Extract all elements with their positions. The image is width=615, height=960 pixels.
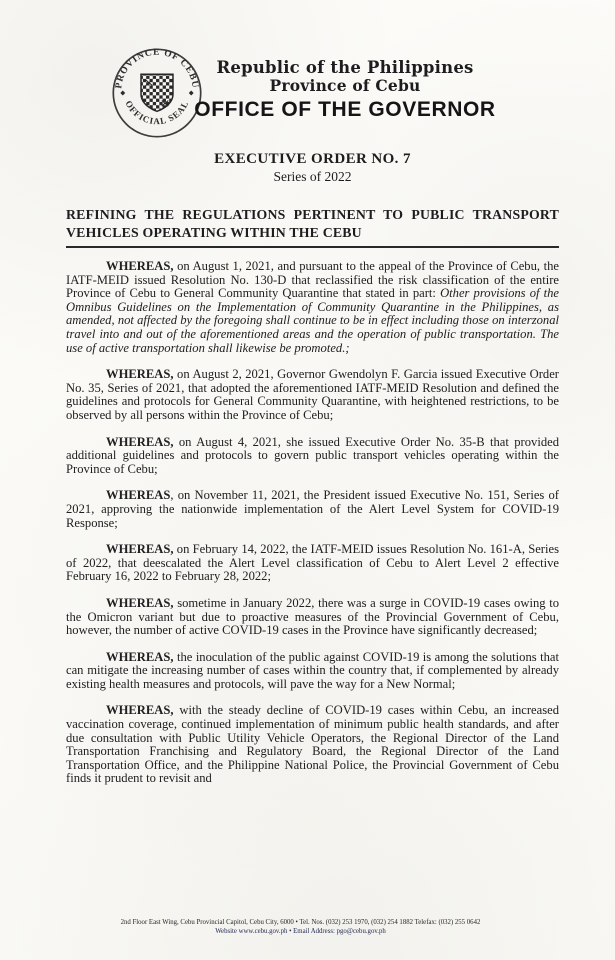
office-title: OFFICE OF THE GOVERNOR [194, 98, 496, 121]
whereas-paragraph [66, 651, 559, 692]
whereas-paragraph [66, 436, 559, 477]
footer-contacts: Website www.cebu.gov.ph • Email Address: pgo@cebu.gov.ph [215, 927, 386, 935]
whereas-paragraph [66, 543, 559, 584]
eo-series: Series of 2022 [273, 169, 352, 184]
title-rule [66, 246, 559, 248]
document-body [66, 151, 559, 799]
republic-line: Republic of the Philippines [216, 58, 474, 77]
text-segment: WHEREAS, [106, 367, 174, 382]
whereas-paragraph [66, 597, 559, 638]
text-segment: on August 4, 2021, she issued Executive Order No. 35-B that provided additional guidelines and protocols to govern public transport vehicles operating within the Province of Cebu; [66, 434, 559, 476]
seal-bottom-text: OFFICIAL SEAL [123, 98, 191, 127]
seal-top-text: PROVINCE OF CEBU [114, 47, 200, 90]
whereas-paragraph [66, 489, 559, 530]
text-segment: WHEREAS, [106, 259, 174, 274]
page-footer [38, 919, 563, 936]
whereas-paragraph [66, 368, 559, 422]
text-segment: WHEREAS [106, 488, 171, 503]
text-segment: WHEREAS, [106, 649, 174, 664]
letterhead-text [95, 58, 595, 122]
text-segment: WHEREAS, [106, 542, 174, 557]
text-segment: with the steady decline of COVID-19 cases within Cebu, an increased vaccination coverage, continued implementation of minimum public health standards, and after due consultation with Public Utility Vehicle Operators, the Regional Director of the Land Transportation Franchising and Regulatory Board, the Regional Director of the Land Transportation Office, and the Philippine National Police, the Provincial Government of Cebu finds it prudent to revisit and [66, 703, 559, 786]
text-segment: WHEREAS, [106, 595, 174, 610]
footer-address: 2nd Floor East Wing, Cebu Provincial Capitol, Cebu City, 6000 • Tel. Nos. (032) 253 1970, (032) 254 1882 Telefax: (032) 255 0642 [120, 919, 481, 926]
province-line: Province of Cebu [269, 76, 421, 95]
letterhead [0, 44, 615, 154]
text-segment: WHEREAS, [106, 434, 174, 449]
eo-number: EXECUTIVE ORDER NO. 7 [214, 151, 411, 167]
whereas-paragraph [66, 260, 559, 355]
text-segment: WHEREAS, [106, 703, 174, 718]
text-segment: sometime in January 2022, there was a surge in COVID-19 cases owing to the Omicron variant but due to proactive measures of the Provincial Government of Cebu, however, the number of active COVID-19 cases in the Province have significantly decreased; [66, 595, 559, 638]
eo-subject: REFINING THE REGULATIONS PERTINENT TO PUBLIC TRANSPORT VEHICLES OPERATING WITHIN THE CEBU [66, 207, 559, 240]
whereas-paragraph [66, 704, 559, 786]
text-segment: , on November 11, 2021, the President issued Executive No. 151, Series of 2021, approving the nationwide implementation of the Alert Level System for COVID-19 Response; [66, 488, 559, 530]
text-segment: on February 14, 2022, the IATF-MEID issues Resolution No. 161-A, Series of 2022, that deescalated the Alert Level classification of Cebu to Alert Level 2 effective February 16, 2022 to February 28, 2022; [66, 542, 559, 584]
text-segment: the inoculation of the public against COVID-19 is among the solutions that can mitigate the increasing number of cases within the country that, if complemented by already existing health measures and protocols, will pave the way for a New Normal; [66, 649, 559, 691]
text-segment: Other provisions of the Omnibus Guidelines on the Implementation of Community Quarantine in the Philippines, as amended, not affected by the foregoing shall continue to be in effect including those on interzonal travel into and out of the aforementioned areas and the operation of public transportation. The use of active transportation shall likewise be promoted.; [66, 286, 559, 355]
text-segment: on August 1, 2021, and pursuant to the appeal of the Province of Cebu, the IATF-MEID issued Resolution No. 130-D that reclassified the risk classification of the entire Province of Cebu to General Community Quarantine that stated in part: [66, 259, 559, 301]
body-paragraphs [66, 260, 559, 786]
text-segment: on August 2, 2021, Governor Gwendolyn F. Garcia issued Executive Order No. 35, Series of 2021, that adopted the aforementioned IATF-MEID Resolution and defined the guidelines and protocols for General Community Quarantine, with heightened restrictions, to be observed by all persons within the Province of Cebu; [66, 367, 559, 422]
